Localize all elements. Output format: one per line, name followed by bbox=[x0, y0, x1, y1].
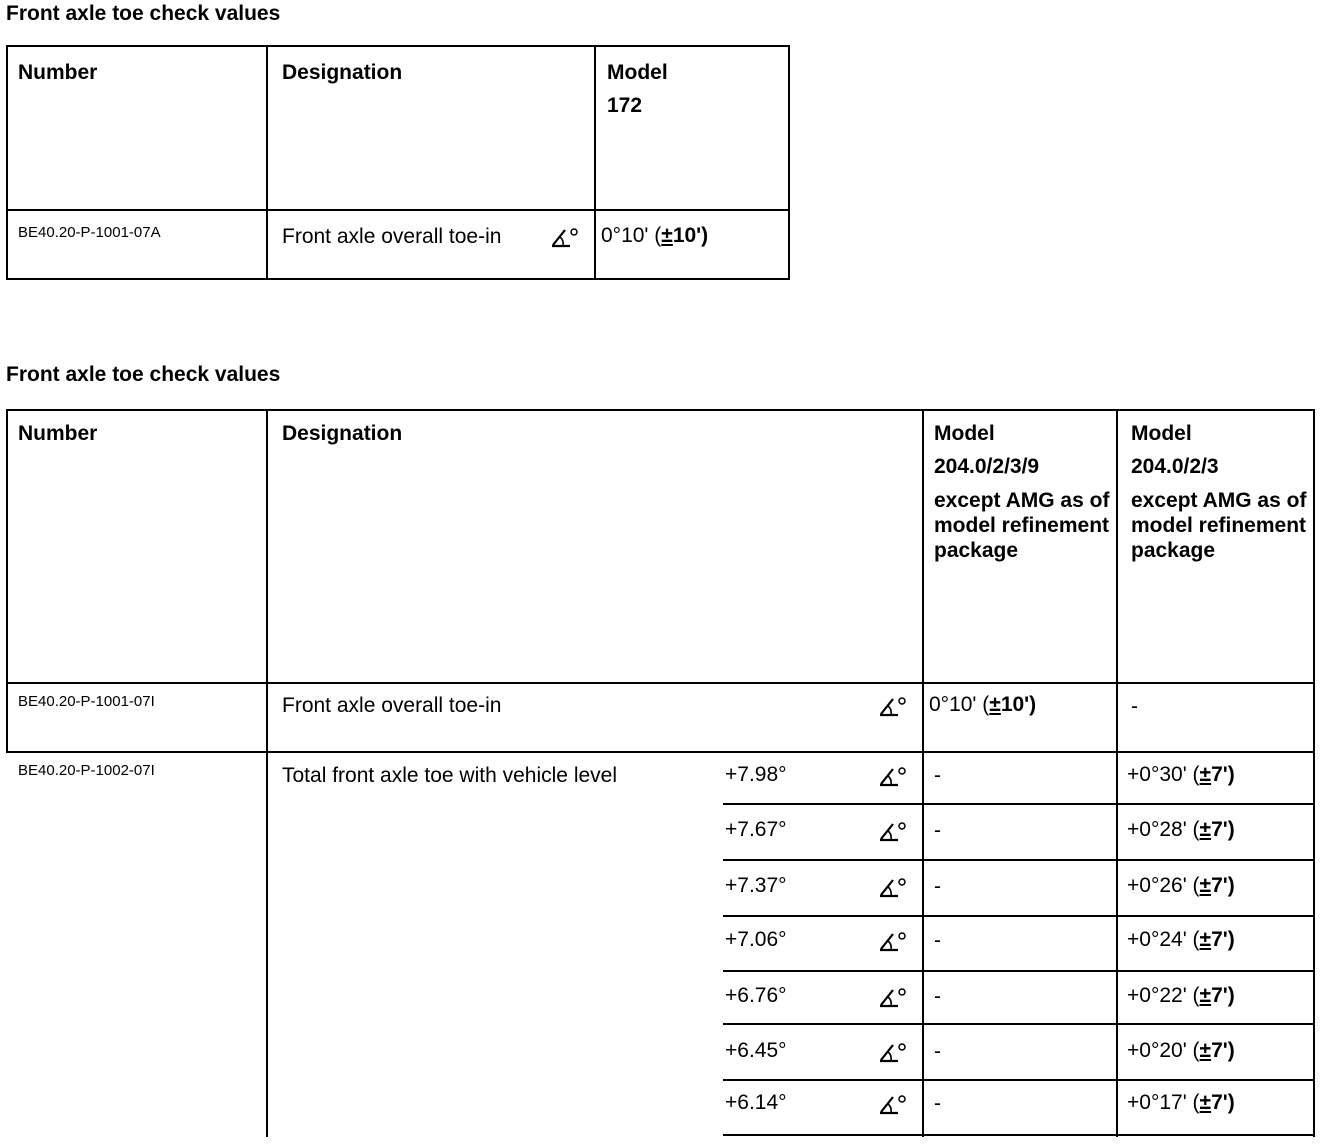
row1-designation: Front axle overall toe-in bbox=[282, 694, 502, 717]
sub-row-level: +7.37° bbox=[725, 874, 787, 897]
sub-row-level: +7.98° bbox=[725, 763, 787, 786]
sub-row-value-a: - bbox=[934, 764, 941, 787]
angle-degree-icon bbox=[550, 226, 580, 248]
sub-row-value-b: +0°22' (±7') bbox=[1127, 984, 1235, 1007]
sub-row-value-b: +0°28' (±7') bbox=[1127, 818, 1235, 841]
sub-row-value-a: - bbox=[934, 819, 941, 842]
row-value: 0°10' (±10') bbox=[601, 224, 709, 247]
header-number: Number bbox=[18, 61, 98, 84]
sub-row-value-b: +0°24' (±7') bbox=[1127, 928, 1235, 951]
header-designation: Designation bbox=[282, 422, 403, 445]
sub-row-value-a: - bbox=[934, 1040, 941, 1063]
sub-row-level: +7.06° bbox=[725, 928, 787, 951]
header-model-b-note: except AMG as of model refinement package bbox=[1131, 489, 1307, 562]
row1-number: BE40.20-P-1001-07I bbox=[18, 693, 155, 710]
angle-degree-icon bbox=[878, 765, 908, 787]
header-designation: Designation bbox=[282, 61, 403, 84]
sub-row-value-a: - bbox=[934, 929, 941, 952]
sub-row-value-a: - bbox=[934, 985, 941, 1008]
sub-row-value-b: +0°17' (±7') bbox=[1127, 1091, 1235, 1114]
sub-row-level: +6.76° bbox=[725, 984, 787, 1007]
sub-row-level: +7.67° bbox=[725, 818, 787, 841]
sub-row-value-b: +0°30' (±7') bbox=[1127, 763, 1235, 786]
sub-row-value-b: +0°26' (±7') bbox=[1127, 874, 1235, 897]
sub-row-value-a: - bbox=[934, 1092, 941, 1115]
angle-degree-icon bbox=[878, 695, 908, 717]
header-model-label: Model bbox=[607, 61, 668, 84]
header-model-a-label: Model bbox=[934, 422, 995, 445]
angle-degree-icon bbox=[878, 1093, 908, 1115]
angle-degree-icon bbox=[878, 986, 908, 1008]
header-model-b-label: Model bbox=[1131, 422, 1192, 445]
angle-degree-icon bbox=[878, 876, 908, 898]
row2-number: BE40.20-P-1002-07I bbox=[18, 762, 155, 779]
row2-designation: Total front axle toe with vehicle level bbox=[282, 764, 618, 787]
angle-degree-icon bbox=[878, 930, 908, 952]
sub-row-level: +6.45° bbox=[725, 1039, 787, 1062]
table1-title: Front axle toe check values bbox=[6, 2, 281, 25]
sub-row-value-a: - bbox=[934, 875, 941, 898]
table2-title: Front axle toe check values bbox=[6, 363, 281, 386]
row-number: BE40.20-P-1001-07A bbox=[18, 224, 161, 241]
header-model-b-value: 204.0/2/3 bbox=[1131, 455, 1219, 478]
angle-degree-icon bbox=[878, 820, 908, 842]
sub-row-value-b: +0°20' (±7') bbox=[1127, 1039, 1235, 1062]
header-model-value: 172 bbox=[607, 94, 643, 117]
row1-value-b: - bbox=[1131, 695, 1138, 718]
angle-degree-icon bbox=[878, 1041, 908, 1063]
header-model-a-value: 204.0/2/3/9 bbox=[934, 455, 1040, 478]
sub-row-level: +6.14° bbox=[725, 1091, 787, 1114]
row1-value-a: 0°10' (±10') bbox=[929, 693, 1037, 716]
header-number: Number bbox=[18, 422, 98, 445]
header-model-a-note: except AMG as of model refinement package bbox=[934, 489, 1110, 562]
row-designation: Front axle overall toe-in bbox=[282, 225, 502, 248]
